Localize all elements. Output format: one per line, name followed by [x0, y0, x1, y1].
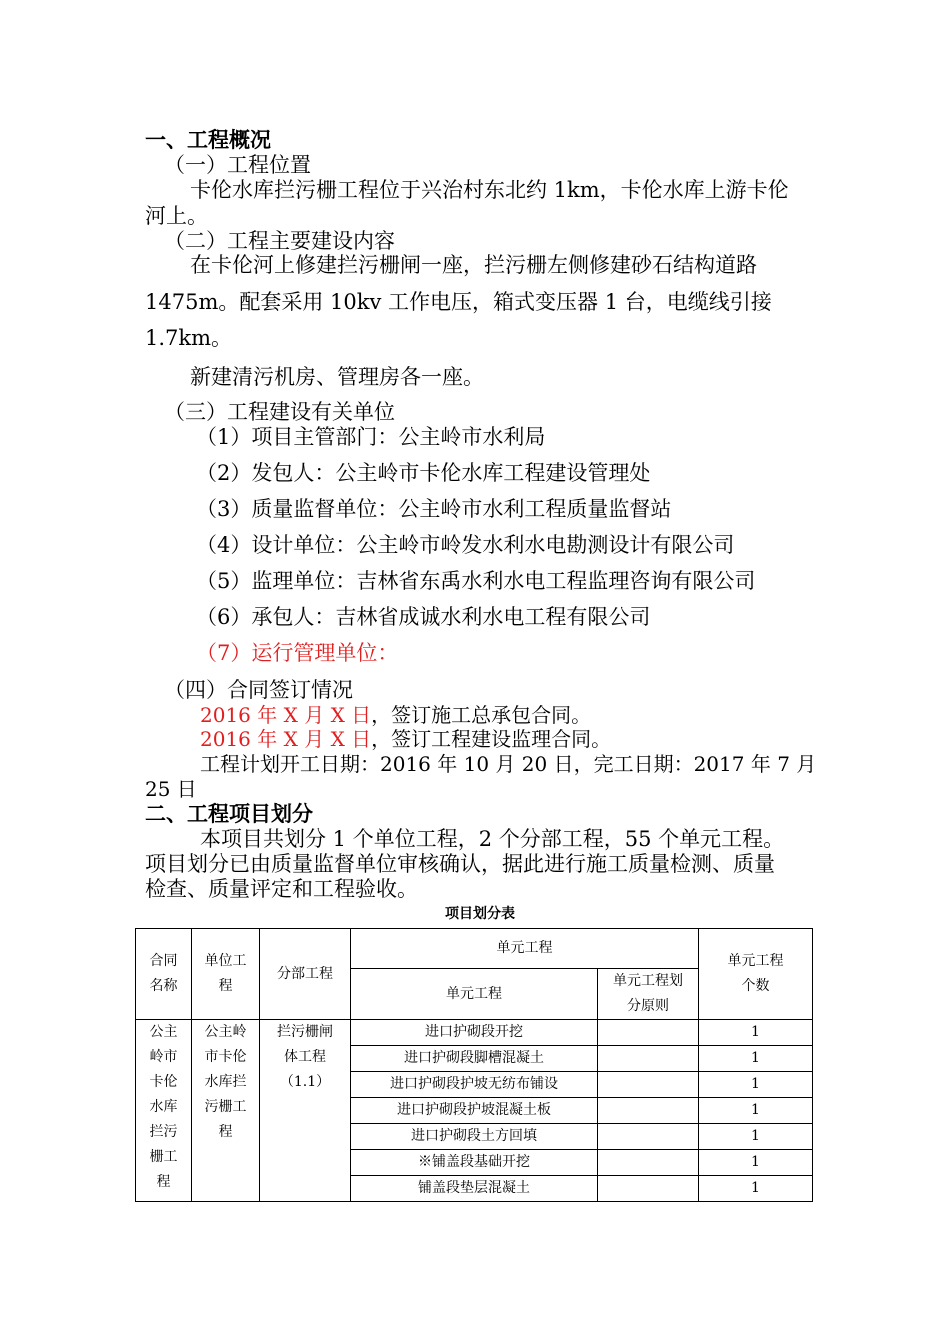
- element-principle: [598, 1020, 699, 1046]
- header-division-principle: 单元工程划 分原则: [598, 969, 699, 1020]
- division-line-1: 本项目共划分 1 个单位工程，2 个分部工程，55 个单元工程。: [200, 827, 785, 851]
- element-name: 进口护砌段脚槽混凝土: [351, 1046, 598, 1072]
- content-line-3: 1.7km。: [145, 326, 233, 350]
- unit-item-2: （2）发包人：公主岭市卡伦水库工程建设管理处: [196, 461, 651, 485]
- content-line-2: 1475m。配套采用 10kv 工作电压，箱式变压器 1 台，电缆线引接: [145, 290, 772, 314]
- unit-item-5: （5）监理单位：吉林省东禹水利水电工程监理咨询有限公司: [196, 569, 756, 593]
- element-count: 1: [699, 1098, 813, 1124]
- unit-item-1: （1）项目主管部门：公主岭市水利局: [196, 425, 546, 449]
- contract-name-cell: 公主 岭市 卡伦 水库 拦污 栅工 程: [136, 1020, 192, 1202]
- location-line-2: 河上。: [145, 204, 208, 228]
- contract-text-2: ，签订工程建设监理合同。: [371, 727, 612, 751]
- element-name: 铺盖段垫层混凝土: [351, 1176, 598, 1202]
- contract-date-2: 2016 年 X 月 X 日: [200, 727, 372, 751]
- element-principle: [598, 1046, 699, 1072]
- project-division-table: [135, 928, 813, 1202]
- division-line-2: 项目划分已由质量监督单位审核确认，据此进行施工质量检测、质量: [145, 852, 775, 876]
- element-count: 1: [699, 1176, 813, 1202]
- contract-date-1: 2016 年 X 月 X 日: [200, 703, 372, 727]
- header-element: 单元工程: [351, 969, 598, 1020]
- subsection-content-title: （二）工程主要建设内容: [164, 229, 395, 253]
- contract-text-1: ，签订施工总承包合同。: [371, 703, 592, 727]
- header-element-count: 单元工程 个数: [699, 929, 813, 1020]
- element-count: 1: [699, 1046, 813, 1072]
- location-line-1: 卡伦水库拦污栅工程位于兴治村东北约 1km，卡伦水库上游卡伦: [190, 178, 789, 202]
- element-count: 1: [699, 1124, 813, 1150]
- schedule-line-2: 25 日: [145, 777, 197, 801]
- table-caption: 项目划分表: [445, 906, 515, 922]
- element-principle: [598, 1124, 699, 1150]
- header-unit-project: 单位工 程: [192, 929, 260, 1020]
- element-name: 进口护砌段护坡混凝土板: [351, 1098, 598, 1124]
- division-line-3: 检查、质量评定和工程验收。: [145, 877, 418, 901]
- element-principle: [598, 1098, 699, 1124]
- element-principle: [598, 1176, 699, 1202]
- unit-name-cell: 公主岭 市卡伦 水库拦 污栅工 程: [192, 1020, 260, 1202]
- content-line-4: 新建清污机房、管理房各一座。: [190, 365, 484, 389]
- content-line-1: 在卡伦河上修建拦污栅闸一座，拦污栅左侧修建砂石结构道路: [190, 253, 757, 277]
- element-principle: [598, 1072, 699, 1098]
- division-name-cell: 拦污栅闸 体工程 （1.1）: [260, 1020, 351, 1202]
- unit-item-4: （4）设计单位：公主岭市岭发水利水电勘测设计有限公司: [196, 533, 735, 557]
- subsection-location-title: （一）工程位置: [164, 153, 311, 177]
- element-name: 进口护砌段土方回填: [351, 1124, 598, 1150]
- element-name: 进口护砌段开挖: [351, 1020, 598, 1046]
- subsection-units-title: （三）工程建设有关单位: [164, 400, 395, 424]
- header-contract-name: 合同 名称: [136, 929, 192, 1020]
- element-principle: [598, 1150, 699, 1176]
- unit-item-6: （6）承包人：吉林省成诚水利水电工程有限公司: [196, 605, 651, 629]
- header-element-group: 单元工程: [351, 929, 699, 969]
- element-name: ※铺盖段基础开挖: [351, 1150, 598, 1176]
- header-division-project: 分部工程: [260, 929, 351, 1020]
- element-count: 1: [699, 1020, 813, 1046]
- element-count: 1: [699, 1150, 813, 1176]
- schedule-line-1: 工程计划开工日期：2016 年 10 月 20 日，完工日期：2017 年 7 月: [200, 752, 817, 776]
- unit-item-3: （3）质量监督单位：公主岭市水利工程质量监督站: [196, 497, 672, 521]
- section2-title: 二、工程项目划分: [145, 802, 313, 826]
- element-name: 进口护砌段护坡无纺布铺设: [351, 1072, 598, 1098]
- section1-title: 一、工程概况: [145, 128, 271, 152]
- element-count: 1: [699, 1072, 813, 1098]
- subsection-contract-title: （四）合同签订情况: [164, 678, 353, 702]
- unit-item-7: （7）运行管理单位：: [196, 641, 399, 665]
